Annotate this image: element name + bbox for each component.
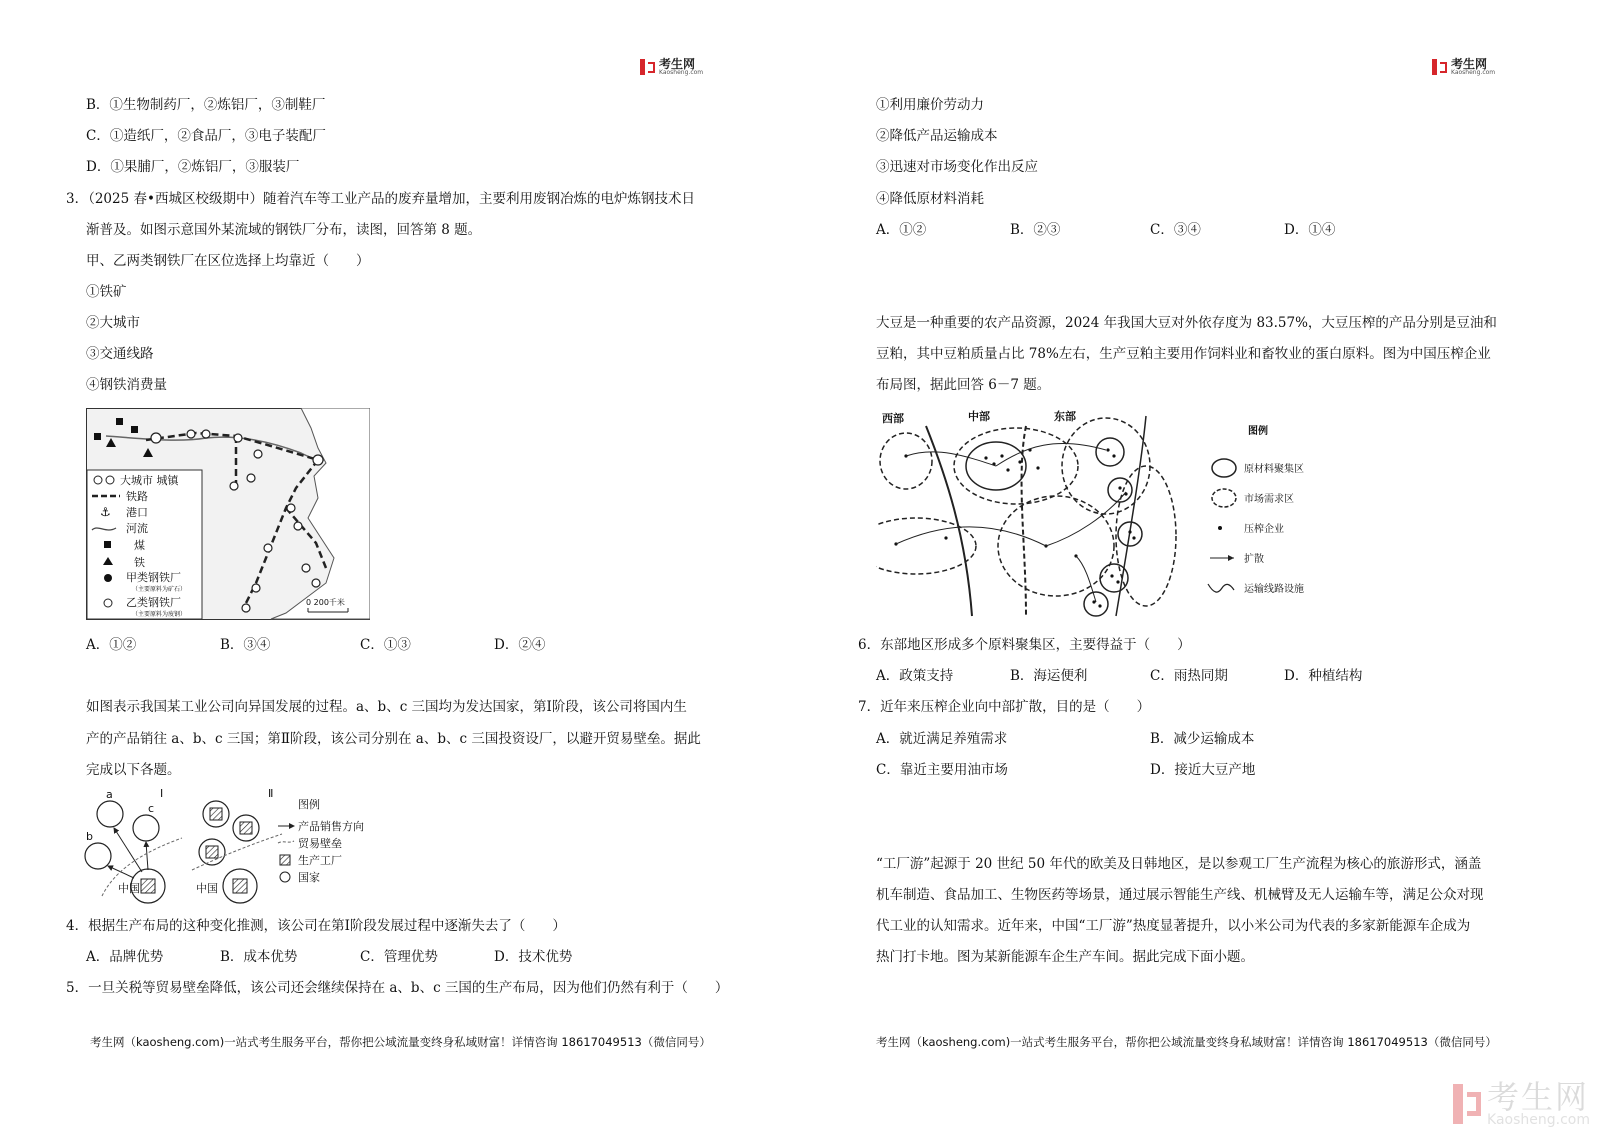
q7-option-a: A．就近满足养殖需求 <box>876 731 1008 747</box>
logo-domain: Kaosheng.com <box>1451 69 1496 76</box>
country-c-label: c <box>148 802 155 815</box>
option-c: C．①造纸厂，②食品厂，③电子装配厂 <box>86 128 326 144</box>
q7-option-c: C．靠近主要用油市场 <box>876 762 1008 778</box>
region-west: 西部 <box>882 412 904 425</box>
right-footer: 考生网（kaosheng.com)一站式考生服务平台，帮你把公域流量变终身私域财富！详情咨询 18617049513（微信同号） <box>876 1035 1497 1049</box>
intro-soy: 大豆是一种重要的农产品资源，2024 年我国大豆对外依存度为 83.57%，大豆压榨的产品分别是豆油和 <box>876 315 1497 331</box>
q5-option-a: A．①② <box>876 222 927 238</box>
legend-title: 图例 <box>298 798 320 811</box>
q4-option-c: C．管理优势 <box>360 949 438 965</box>
q5-item-2: ②降低产品运输成本 <box>876 128 998 144</box>
item-1: ①铁矿 <box>86 284 127 300</box>
watermark-logo-icon <box>1453 1084 1481 1124</box>
legend-coal: 煤 <box>134 539 145 552</box>
legend-port: 港口 <box>126 506 148 519</box>
question-4: 4．根据生产布局的这种变化推测，该公司在第Ⅰ阶段发展过程中逐渐失去了（ ） <box>66 918 566 934</box>
q3-option-d: D．②④ <box>494 637 546 653</box>
q4-option-d: D．技术优势 <box>494 949 573 965</box>
q4-option-b: B．成本优势 <box>220 949 298 965</box>
steel-b-icon <box>104 599 112 607</box>
legend-iron: 铁 <box>134 556 145 569</box>
china-label-2: 中国 <box>196 882 218 895</box>
coal-icon <box>104 541 111 548</box>
legend-steel-a: 甲类钢铁厂 <box>126 571 181 584</box>
question-3: 3．（2025 春•西城区校级期中）随着汽车等工业产品的废弃量增加，主要利用废钢冶炼的电炉炼钢技术日 <box>66 191 695 207</box>
question-6: 6．东部地区形成多个原料聚集区，主要得益于（ ） <box>858 637 1191 653</box>
region-east: 东部 <box>1054 410 1076 423</box>
item-2: ②大城市 <box>86 315 140 331</box>
anchor-icon: ⚓ <box>100 505 111 519</box>
kaosheng-watermark <box>1453 1078 1590 1128</box>
legend-factory: 生产工厂 <box>298 854 342 867</box>
legend-steel-b-note: （主要原料为废钢） <box>132 611 187 618</box>
q3-option-c: C．①③ <box>360 637 411 653</box>
country-b-label: b <box>86 830 93 843</box>
soy-legend-market: 市场需求区 <box>1244 494 1294 505</box>
legend-barrier: 贸易壁垒 <box>298 837 342 850</box>
q7-option-b: B．减少运输成本 <box>1150 731 1255 747</box>
legend-river: 河流 <box>126 522 148 535</box>
intro-company-3: 完成以下各题。 <box>86 762 181 778</box>
question-7: 7．近年来压榨企业向中部扩散，目的是（ ） <box>858 699 1151 715</box>
kaosheng-logo-right <box>1432 58 1495 76</box>
soy-legend-title: 图例 <box>1248 426 1268 437</box>
right-page <box>800 0 1600 1133</box>
q5-item-4: ④降低原材料消耗 <box>876 191 984 207</box>
q5-option-d: D．①④ <box>1284 222 1336 238</box>
q5-item-1: ①利用廉价劳动力 <box>876 97 984 113</box>
intro-factory-tour-4: 热门打卡地。图为某新能源车企生产车间。据此完成下面小题。 <box>876 949 1254 965</box>
soy-legend-enterprise: 压榨企业 <box>1244 524 1284 535</box>
q6-option-b: B．海运便利 <box>1010 668 1088 684</box>
kaosheng-logo <box>640 58 703 76</box>
q6-option-a: A．政策支持 <box>876 668 954 684</box>
item-4: ④钢铁消费量 <box>86 377 167 393</box>
q5-item-3: ③迅速对市场变化作出反应 <box>876 159 1038 175</box>
country-a-label: a <box>106 788 113 801</box>
legend-railway: 铁路 <box>126 490 148 503</box>
intro-soy-3: 布局图，据此回答 6－7 题。 <box>876 377 1051 393</box>
steel-a-icon <box>104 574 112 582</box>
stage-1-label: Ⅰ <box>160 787 164 800</box>
logo-name: 考生网 <box>1451 57 1488 71</box>
logo-domain: Kaosheng.com <box>659 69 704 76</box>
soy-legend-raw: 原材料聚集区 <box>1244 464 1304 475</box>
intro-factory-tour: “工厂游”起源于 20 世纪 50 年代的欧美及日韩地区，是以参观工厂生产流程为核心的旅游形式，涵盖 <box>876 856 1482 872</box>
q6-option-d: D．种植结构 <box>1284 668 1363 684</box>
left-footer: 考生网（kaosheng.com)一站式考生服务平台，帮你把公域流量变终身私域财富！详情咨询 18617049513（微信同号） <box>90 1035 711 1049</box>
map-scale: 0 200千米 <box>306 598 345 607</box>
intro-company: 如图表示我国某工业公司向异国发展的过程。a、b、c 三国均为发达国家，第Ⅰ阶段，该公司将国内生 <box>86 699 687 715</box>
question-3-stem: 甲、乙两类钢铁厂在区位选择上均靠近（ ） <box>86 253 370 269</box>
region-central: 中部 <box>968 410 990 423</box>
legend-city: 大城市 城镇 <box>120 474 179 487</box>
q5-option-b: B．②③ <box>1010 222 1061 238</box>
intro-soy-2: 豆粕，其中豆粕质量占比 78%左右，生产豆粕主要用作饲料业和畜牧业的蛋白原料。图为中国压榨企业 <box>876 346 1491 362</box>
intro-factory-tour-2: 机车制造、食品加工、生物医药等场景，通过展示智能生产线、机械臂及无人运输车等，满足公众对现 <box>876 887 1484 903</box>
q3-option-b: B．③④ <box>220 637 271 653</box>
soy-legend-transport: 运输线路设施 <box>1244 584 1304 595</box>
q3-option-a: A．①② <box>86 637 137 653</box>
legend-country: 国家 <box>298 871 320 884</box>
watermark-domain: Kaosheng.com <box>1487 1112 1590 1128</box>
china-label-1: 中国 <box>118 882 140 895</box>
q6-option-c: C．雨热同期 <box>1150 668 1228 684</box>
q7-option-d: D．接近大豆产地 <box>1150 762 1256 778</box>
q5-option-c: C．③④ <box>1150 222 1201 238</box>
legend-steel-b: 乙类钢铁厂 <box>126 596 181 609</box>
option-b: B．①生物制药厂，②炼铝厂，③制鞋厂 <box>86 97 326 113</box>
logo-name: 考生网 <box>659 57 696 71</box>
question-3-cont: 渐普及。如图示意国外某流域的钢铁厂分布，读图，回答第 8 题。 <box>86 222 482 238</box>
q4-option-a: A．品牌优势 <box>86 949 164 965</box>
option-d: D．①果脯厂，②炼铝厂，③服装厂 <box>86 159 300 175</box>
intro-factory-tour-3: 代工业的认知需求。近年来，中国“工厂游”热度显著提升，以小米公司为代表的多家新能源车企成为 <box>876 918 1471 934</box>
question-5: 5．一旦关税等贸易壁垒降低，该公司还会继续保持在 a、b、c 三国的生产布局，因为他们仍然有利于（ ） <box>66 980 729 996</box>
kaosheng-logo-icon <box>1432 59 1447 75</box>
legend-sales: 产品销售方向 <box>298 820 364 833</box>
soy-legend-diffusion: 扩散 <box>1244 554 1264 565</box>
kaosheng-logo-icon <box>640 59 655 75</box>
legend-steel-a-note: （主要原料为矿石） <box>132 586 187 593</box>
company-stages-figure <box>82 786 382 910</box>
soybean-figure <box>876 406 1336 622</box>
intro-company-2: 产的产品销往 a、b、c 三国；第Ⅱ阶段，该公司分别在 a、b、c 三国投资设厂，以避开贸易壁垒。据此 <box>86 731 701 747</box>
stage-2-label: Ⅱ <box>268 787 274 800</box>
watermark-name: 考生网 <box>1487 1078 1590 1116</box>
steel-map-figure <box>86 408 370 620</box>
item-3: ③交通线路 <box>86 346 154 362</box>
